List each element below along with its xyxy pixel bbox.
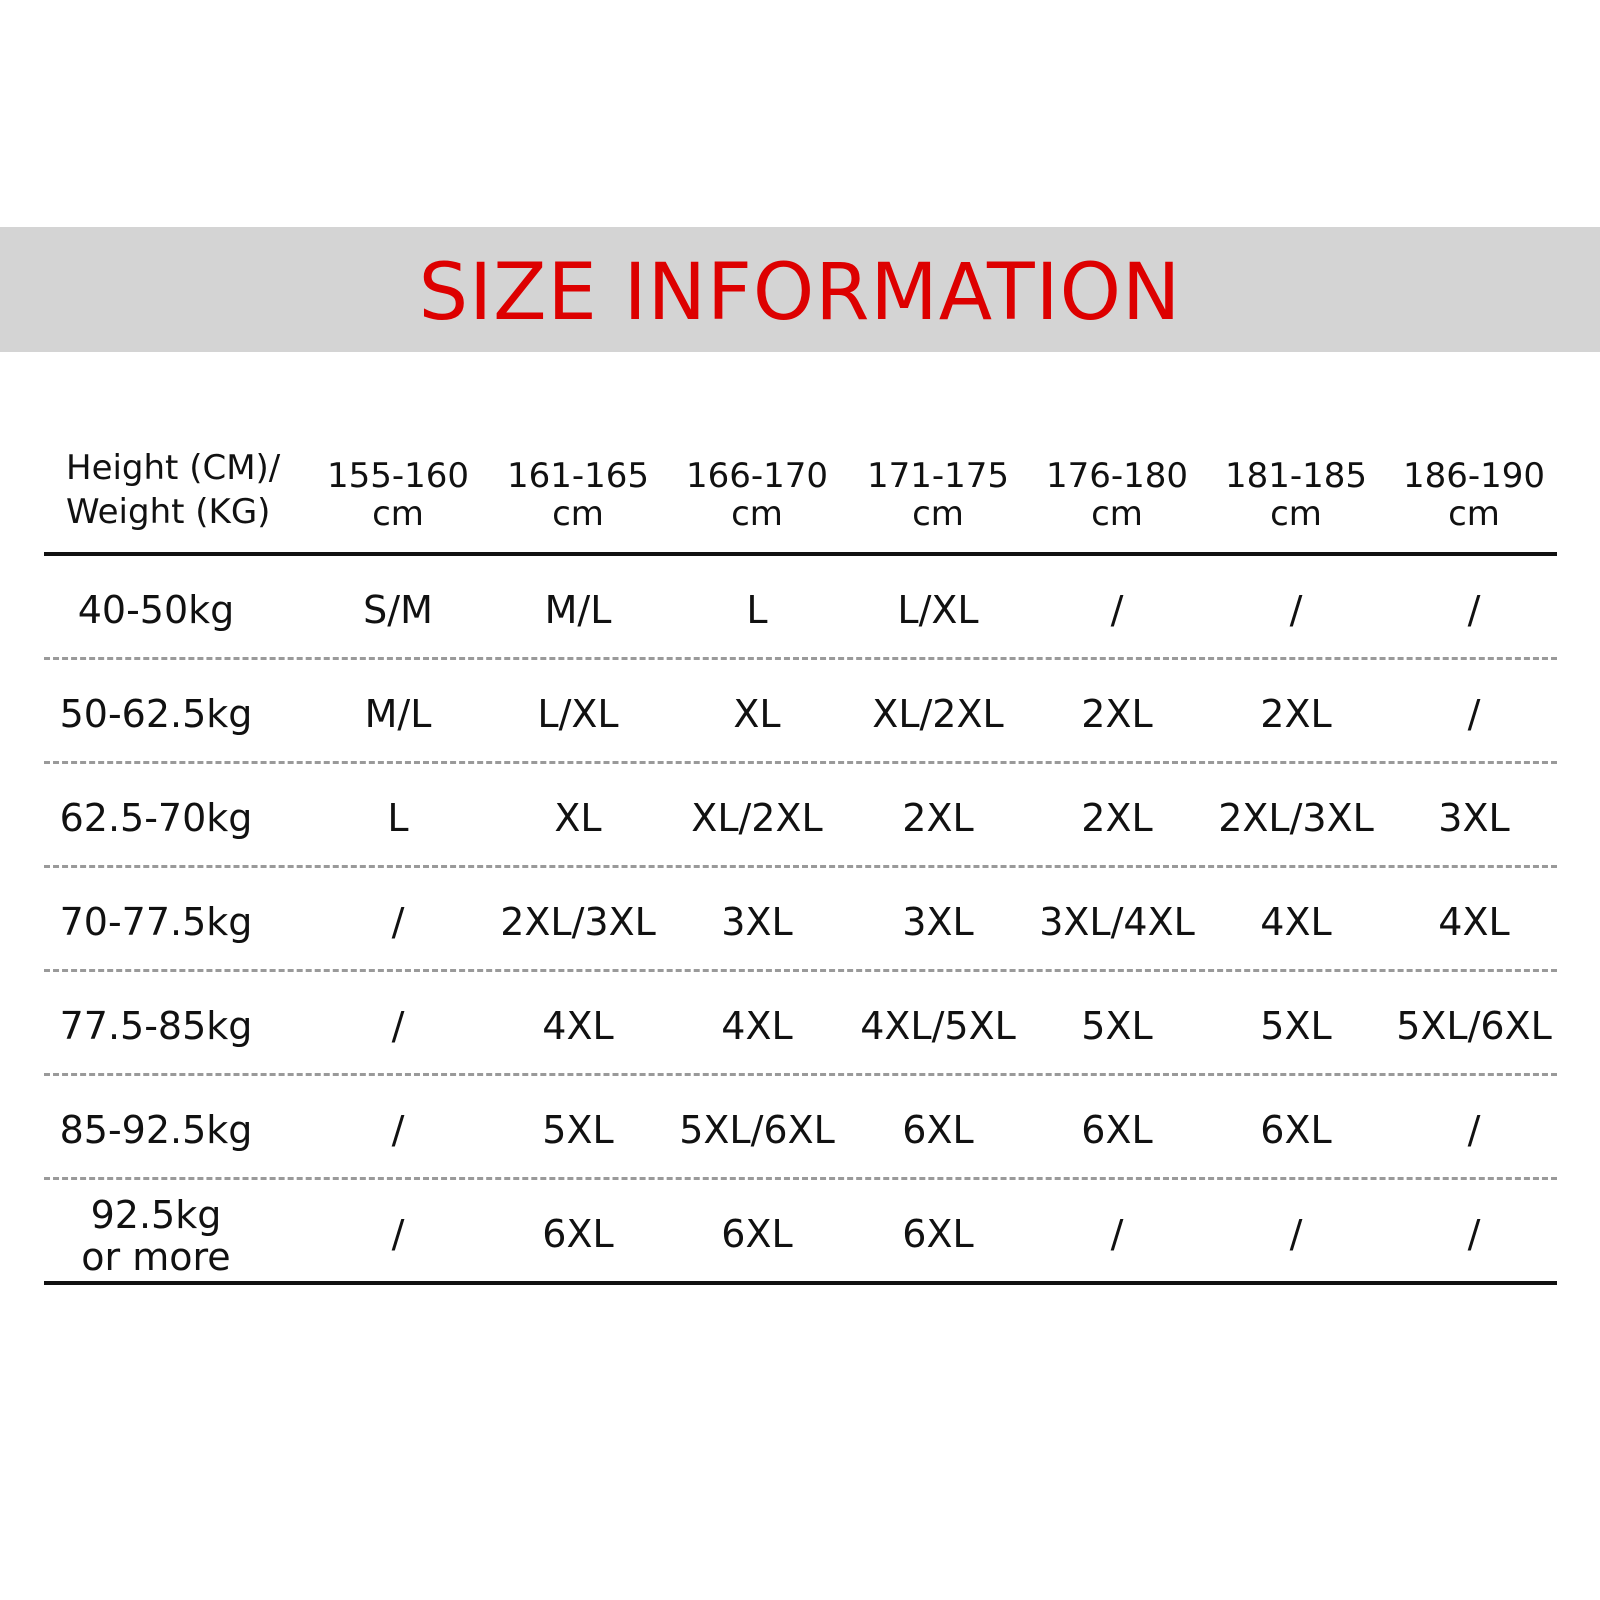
row-label-line: 62.5-70kg — [59, 795, 253, 840]
table-row — [44, 972, 1557, 1076]
table-header-row — [44, 432, 1557, 556]
size-cell: / — [391, 1107, 405, 1152]
size-cell: / — [1467, 1107, 1481, 1152]
size-cell: 4XL/5XL — [860, 1003, 1016, 1048]
size-cell: L/XL — [897, 587, 979, 632]
size-cell: / — [391, 899, 405, 944]
row-label-line: 77.5-85kg — [59, 1003, 253, 1048]
row-label-line: 85-92.5kg — [59, 1107, 253, 1152]
size-cell: 3XL/4XL — [1039, 899, 1195, 944]
size-cell: S/M — [363, 587, 433, 632]
column-header-line: 161-165 — [506, 456, 650, 496]
column-header-line: 181-185 — [1224, 456, 1368, 496]
size-cell: M/L — [364, 691, 432, 736]
size-cell: 2XL/3XL — [1218, 795, 1374, 840]
column-header-line: cm — [1091, 494, 1143, 534]
row-label-line: or more — [81, 1234, 231, 1279]
row-label-line: 50-62.5kg — [59, 691, 253, 736]
size-cell: M/L — [544, 587, 612, 632]
size-cell: / — [1110, 587, 1124, 632]
size-cell: 2XL — [1081, 795, 1153, 840]
title-banner — [0, 227, 1600, 352]
size-cell: 3XL — [1438, 795, 1510, 840]
column-header-5 — [1027, 457, 1207, 533]
table-row — [44, 556, 1557, 660]
size-cell: 4XL — [1438, 899, 1510, 944]
row-label — [44, 660, 268, 761]
column-header-2 — [488, 457, 668, 533]
table-row — [44, 868, 1557, 972]
size-cell: / — [391, 1211, 405, 1256]
column-header-line: 171-175 — [866, 456, 1010, 496]
size-cell: 6XL — [1081, 1107, 1153, 1152]
column-header-line: cm — [912, 494, 964, 534]
column-header-1 — [308, 457, 488, 533]
row-label-line: 92.5kg — [90, 1192, 222, 1237]
row-label — [44, 1076, 268, 1177]
column-header-line: cm — [1448, 494, 1500, 534]
column-header-3 — [667, 457, 847, 533]
size-cell: 6XL — [542, 1211, 614, 1256]
page-title: SIZE INFORMATION — [418, 247, 1182, 338]
size-cell: / — [1289, 587, 1303, 632]
size-cell: L — [746, 587, 768, 632]
column-header-4 — [848, 457, 1028, 533]
column-header-line: cm — [731, 494, 783, 534]
row-label-line: 40-50kg — [77, 587, 235, 632]
corner-label — [66, 446, 280, 534]
table-row — [44, 764, 1557, 868]
size-cell: 6XL — [902, 1211, 974, 1256]
column-header-line: 155-160 — [326, 456, 470, 496]
size-cell: XL/2XL — [691, 795, 823, 840]
corner-label-line-2: Weight (KG) — [66, 492, 271, 532]
row-label — [44, 556, 268, 657]
column-header-line: 186-190 — [1402, 456, 1546, 496]
size-cell: / — [1467, 587, 1481, 632]
size-cell: 2XL — [1081, 691, 1153, 736]
size-cell: XL/2XL — [872, 691, 1004, 736]
table-row — [44, 660, 1557, 764]
size-cell: 4XL — [721, 1003, 793, 1048]
size-cell: 2XL/3XL — [500, 899, 656, 944]
size-cell: 3XL — [902, 899, 974, 944]
size-cell: XL — [554, 795, 602, 840]
size-table — [44, 432, 1557, 1285]
size-cell: 6XL — [902, 1107, 974, 1152]
size-cell: 6XL — [721, 1211, 793, 1256]
column-header-6 — [1206, 457, 1386, 533]
size-cell: / — [1467, 1211, 1481, 1256]
corner-label-line-1: Height (CM)/ — [66, 448, 281, 488]
row-label-line: 70-77.5kg — [59, 899, 253, 944]
size-cell: 4XL — [1260, 899, 1332, 944]
size-cell: 3XL — [721, 899, 793, 944]
size-cell: 6XL — [1260, 1107, 1332, 1152]
column-header-line: cm — [1270, 494, 1322, 534]
size-cell: / — [1110, 1211, 1124, 1256]
table-row — [44, 1180, 1557, 1285]
size-cell: 2XL — [1260, 691, 1332, 736]
row-label — [44, 972, 268, 1073]
row-label — [44, 764, 268, 865]
size-cell: 5XL — [542, 1107, 614, 1152]
size-cell: 2XL — [902, 795, 974, 840]
size-cell: 5XL — [1260, 1003, 1332, 1048]
size-cell: L — [387, 795, 409, 840]
size-cell: / — [1467, 691, 1481, 736]
size-cell: 5XL — [1081, 1003, 1153, 1048]
size-cell: XL — [733, 691, 781, 736]
column-header-line: cm — [552, 494, 604, 534]
size-cell: 5XL/6XL — [1396, 1003, 1552, 1048]
column-header-7 — [1384, 457, 1564, 533]
size-cell: / — [391, 1003, 405, 1048]
column-header-line: 166-170 — [685, 456, 829, 496]
table-row — [44, 1076, 1557, 1180]
column-header-line: 176-180 — [1045, 456, 1189, 496]
row-label — [44, 868, 268, 969]
size-cell: L/XL — [537, 691, 619, 736]
size-cell: 5XL/6XL — [679, 1107, 835, 1152]
row-label — [44, 1180, 268, 1281]
size-cell: / — [1289, 1211, 1303, 1256]
size-cell: 4XL — [542, 1003, 614, 1048]
column-header-line: cm — [372, 494, 424, 534]
